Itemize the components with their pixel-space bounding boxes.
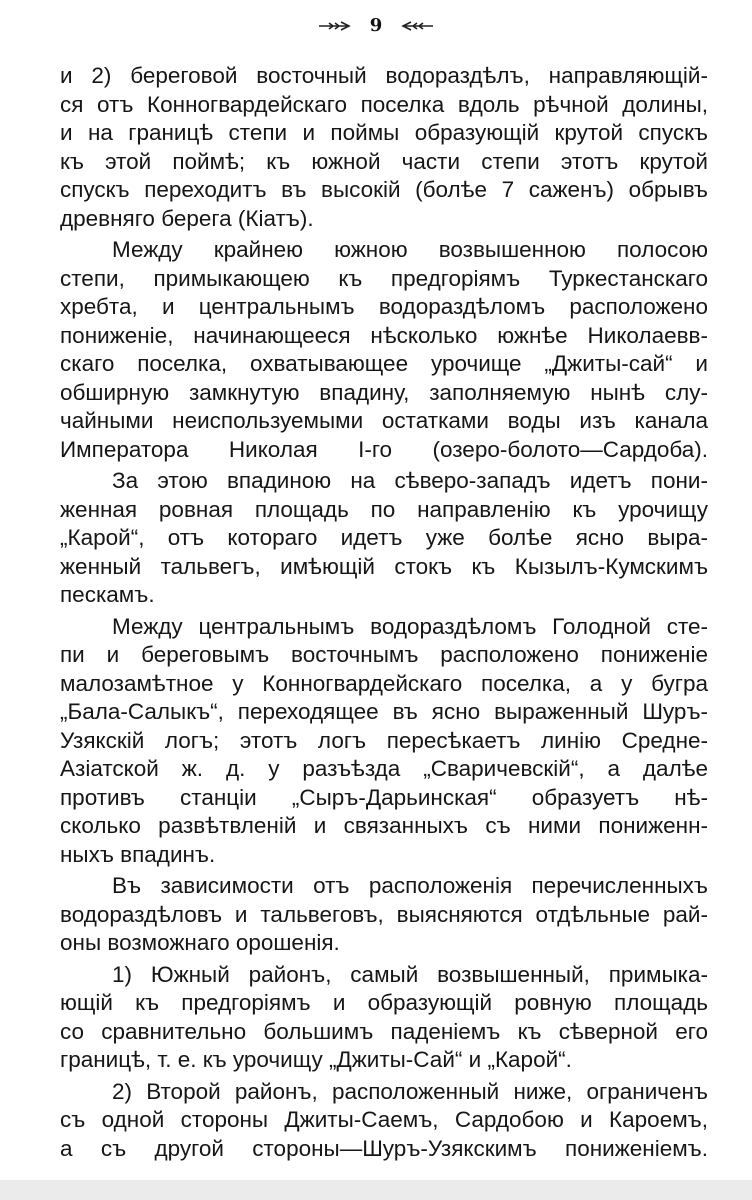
text-line: Въ зависимости отъ расположенія перечисленныхъ xyxy=(112,873,708,898)
text-line: ющій къ предгоріямъ и образующій ровную площадь xyxy=(60,990,708,1015)
text-line: „Карой“, отъ котораго идетъ уже болѣе ясно выра- xyxy=(60,525,708,550)
text-line: чайными неиспользуемыми остатками воды изъ канала xyxy=(60,408,708,433)
text-line: съ одной стороны Джиты-Саемъ, Сардобою и Кароемъ, xyxy=(60,1107,708,1132)
text-line: женная ровная площадь по направленію къ урочищу xyxy=(60,496,708,522)
text-line: границѣ, т. е. къ урочищу „Джиты-Сай“ и „Карой“. xyxy=(60,1047,572,1072)
right-ornament-icon xyxy=(399,20,435,32)
text-line: и на границѣ степи и поймы образующій крутой спускъ xyxy=(60,120,708,145)
left-ornament-icon xyxy=(317,20,353,32)
text-line: сколько развѣтвленій и связанныхъ съ ними пониженн- xyxy=(60,813,708,838)
text-line: обширную замкнутую впадину, заполняемую нынѣ слу- xyxy=(60,379,708,405)
text-line: женный тальвегъ, имѣющій стокъ къ Кызылъ-Кумскимъ xyxy=(60,553,708,579)
page-header xyxy=(0,14,752,38)
text-line: Азіатской ж. д. у разъѣзда „Сваричевскій“, а далѣе xyxy=(60,756,708,781)
text-line: а съ другой стороны—Шуръ-Узякскимъ пониженіемъ. xyxy=(60,1135,708,1161)
page-number: 9 xyxy=(369,15,383,36)
text-line: водораздѣловъ и тальвеговъ, выясняются отдѣльные рай- xyxy=(60,901,708,927)
text-line: 1) Южный районъ, самый возвышенный, примыка- xyxy=(112,961,708,987)
text-line: пескамъ. xyxy=(60,582,155,607)
text-line: оны возможнаго орошенія. xyxy=(60,930,340,955)
text-line: древняго берега (Кіатъ). xyxy=(60,205,314,231)
text-line: къ этой поймѣ; къ южной части степи этотъ крутой xyxy=(60,148,708,174)
text-line: противъ станціи „Сыръ-Дарьинская“ образуетъ нѣ- xyxy=(60,784,708,810)
paragraph xyxy=(60,961,708,1075)
text-line: хребта, и центральнымъ водораздѣломъ расположено xyxy=(60,294,708,319)
text-line: „Бала-Салыкъ“, переходящее въ ясно выраженный Шуръ- xyxy=(60,699,708,724)
paragraph xyxy=(60,613,708,870)
text-line: скаго поселка, охватывающее урочище „Джиты-сай“ и xyxy=(60,351,708,376)
text-line: ныхъ впадинъ. xyxy=(60,841,216,867)
text-line: Между крайнею южною возвышенною полосою xyxy=(112,237,708,262)
text-line: и 2) береговой восточный водораздѣлъ, направляющій- xyxy=(60,63,708,88)
text-line: со сравнительно большимъ паденіемъ къ сѣверной его xyxy=(60,1018,708,1044)
text-line: малозамѣтное у Конногвардейскаго поселка, а у бугра xyxy=(60,670,708,696)
paragraph xyxy=(60,1078,708,1164)
text-line: За этою впадиною на сѣверо-западъ идетъ пони- xyxy=(112,468,708,493)
text-line: спускъ переходитъ въ высокій (болѣе 7 саженъ) обрывъ xyxy=(60,177,708,202)
text-line: 2) Второй районъ, расположенный ниже, ограниченъ xyxy=(112,1078,708,1104)
paragraph xyxy=(60,467,708,610)
text-line: Узякскій логъ; этотъ логъ пересѣкаетъ линію Средне- xyxy=(60,727,708,753)
paragraph xyxy=(60,872,708,958)
text-line: пониженіе, начинающееся нѣсколько южнѣе Николаевв- xyxy=(60,322,708,348)
paragraph xyxy=(60,62,708,233)
text-line: пи и береговымъ восточнымъ расположено пониженіе xyxy=(60,642,708,667)
text-line: Императора Николая I-го (озеро-болото—Сардоба). xyxy=(60,436,708,462)
text-line: ся отъ Конногвардейскаго поселка вдоль рѣчной долины, xyxy=(60,91,708,117)
body-text xyxy=(60,62,708,1166)
text-line: степи, примыкающею къ предгоріямъ Туркестанскаго xyxy=(60,265,708,291)
paragraph xyxy=(60,236,708,464)
text-line: Между центральнымъ водораздѣломъ Голодной сте- xyxy=(112,613,708,639)
scan-bottom-margin xyxy=(0,1180,752,1200)
